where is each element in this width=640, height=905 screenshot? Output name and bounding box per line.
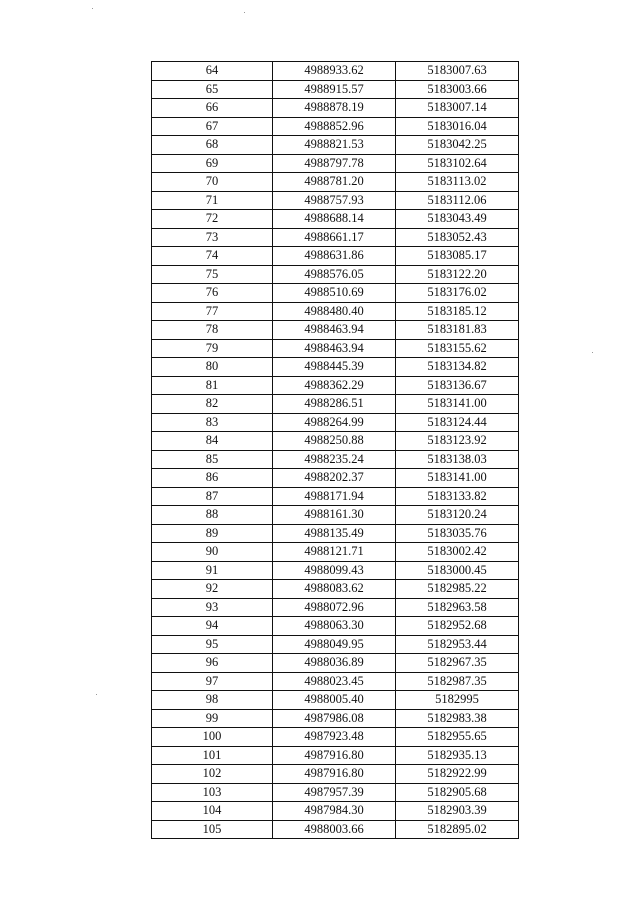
x-coordinate-cell: 4988878.19: [273, 99, 396, 118]
x-coordinate-cell: 4988250.88: [273, 432, 396, 451]
table-row: [152, 487, 519, 506]
table-row: [152, 62, 519, 81]
point-number-cell: 86: [152, 469, 273, 488]
point-number-cell: 93: [152, 598, 273, 617]
y-coordinate-cell: 5182995: [396, 691, 519, 710]
scan-speck: [592, 352, 593, 353]
table-row: [152, 191, 519, 210]
scan-speck: [96, 694, 97, 695]
point-number-cell: 97: [152, 672, 273, 691]
y-coordinate-cell: 5182935.13: [396, 746, 519, 765]
point-number-cell: 74: [152, 247, 273, 266]
point-number-cell: 72: [152, 210, 273, 229]
table-row: [152, 469, 519, 488]
table-row: [152, 432, 519, 451]
y-coordinate-cell: 5182953.44: [396, 635, 519, 654]
table-row: [152, 802, 519, 821]
y-coordinate-cell: 5182963.58: [396, 598, 519, 617]
y-coordinate-cell: 5182955.65: [396, 728, 519, 747]
y-coordinate-cell: 5183124.44: [396, 413, 519, 432]
x-coordinate-cell: 4988781.20: [273, 173, 396, 192]
x-coordinate-cell: 4988161.30: [273, 506, 396, 525]
y-coordinate-cell: 5183133.82: [396, 487, 519, 506]
table-row: [152, 709, 519, 728]
table-row: [152, 728, 519, 747]
x-coordinate-cell: 4987916.80: [273, 765, 396, 784]
scan-speck: [92, 8, 93, 9]
x-coordinate-cell: 4987984.30: [273, 802, 396, 821]
x-coordinate-cell: 4988202.37: [273, 469, 396, 488]
point-number-cell: 92: [152, 580, 273, 599]
table-row: [152, 99, 519, 118]
table-row: [152, 413, 519, 432]
x-coordinate-cell: 4988049.95: [273, 635, 396, 654]
table-row: [152, 117, 519, 136]
y-coordinate-cell: 5182967.35: [396, 654, 519, 673]
table-row: [152, 691, 519, 710]
y-coordinate-cell: 5183120.24: [396, 506, 519, 525]
y-coordinate-cell: 5183122.20: [396, 265, 519, 284]
y-coordinate-cell: 5183007.14: [396, 99, 519, 118]
y-coordinate-cell: 5183003.66: [396, 80, 519, 99]
table-row: [152, 746, 519, 765]
x-coordinate-cell: 4988797.78: [273, 154, 396, 173]
point-number-cell: 80: [152, 358, 273, 377]
y-coordinate-cell: 5183141.00: [396, 469, 519, 488]
table-row: [152, 654, 519, 673]
point-number-cell: 104: [152, 802, 273, 821]
y-coordinate-cell: 5183102.64: [396, 154, 519, 173]
point-number-cell: 64: [152, 62, 273, 81]
point-number-cell: 83: [152, 413, 273, 432]
point-number-cell: 79: [152, 339, 273, 358]
y-coordinate-cell: 5182905.68: [396, 783, 519, 802]
x-coordinate-cell: 4988362.29: [273, 376, 396, 395]
point-number-cell: 69: [152, 154, 273, 173]
point-number-cell: 82: [152, 395, 273, 414]
point-number-cell: 99: [152, 709, 273, 728]
x-coordinate-cell: 4988933.62: [273, 62, 396, 81]
point-number-cell: 98: [152, 691, 273, 710]
point-number-cell: 77: [152, 302, 273, 321]
point-number-cell: 70: [152, 173, 273, 192]
point-number-cell: 88: [152, 506, 273, 525]
y-coordinate-cell: 5183112.06: [396, 191, 519, 210]
table-row: [152, 284, 519, 303]
x-coordinate-cell: 4988135.49: [273, 524, 396, 543]
x-coordinate-cell: 4987916.80: [273, 746, 396, 765]
table-row: [152, 617, 519, 636]
y-coordinate-cell: 5183052.43: [396, 228, 519, 247]
x-coordinate-cell: 4988005.40: [273, 691, 396, 710]
x-coordinate-cell: 4988083.62: [273, 580, 396, 599]
table-row: [152, 543, 519, 562]
x-coordinate-cell: 4988286.51: [273, 395, 396, 414]
point-number-cell: 85: [152, 450, 273, 469]
x-coordinate-cell: 4988821.53: [273, 136, 396, 155]
y-coordinate-cell: 5182987.35: [396, 672, 519, 691]
table-row: [152, 598, 519, 617]
point-number-cell: 81: [152, 376, 273, 395]
table-row: [152, 265, 519, 284]
point-number-cell: 71: [152, 191, 273, 210]
y-coordinate-cell: 5182903.39: [396, 802, 519, 821]
point-number-cell: 66: [152, 99, 273, 118]
x-coordinate-cell: 4988063.30: [273, 617, 396, 636]
x-coordinate-cell: 4988915.57: [273, 80, 396, 99]
point-number-cell: 95: [152, 635, 273, 654]
table-row: [152, 154, 519, 173]
table-row: [152, 376, 519, 395]
x-coordinate-cell: 4987957.39: [273, 783, 396, 802]
point-number-cell: 96: [152, 654, 273, 673]
coordinate-table: [151, 61, 519, 839]
table-row: [152, 80, 519, 99]
point-number-cell: 75: [152, 265, 273, 284]
x-coordinate-cell: 4987923.48: [273, 728, 396, 747]
x-coordinate-cell: 4988003.66: [273, 820, 396, 839]
y-coordinate-cell: 5183136.67: [396, 376, 519, 395]
table-row: [152, 339, 519, 358]
y-coordinate-cell: 5183085.17: [396, 247, 519, 266]
point-number-cell: 68: [152, 136, 273, 155]
x-coordinate-cell: 4988688.14: [273, 210, 396, 229]
x-coordinate-cell: 4988463.94: [273, 321, 396, 340]
scan-speck: [244, 12, 245, 13]
table-row: [152, 210, 519, 229]
table-row: [152, 765, 519, 784]
y-coordinate-cell: 5183042.25: [396, 136, 519, 155]
table-row: [152, 247, 519, 266]
y-coordinate-cell: 5183007.63: [396, 62, 519, 81]
y-coordinate-cell: 5183002.42: [396, 543, 519, 562]
y-coordinate-cell: 5183134.82: [396, 358, 519, 377]
y-coordinate-cell: 5183035.76: [396, 524, 519, 543]
table-row: [152, 450, 519, 469]
y-coordinate-cell: 5183123.92: [396, 432, 519, 451]
y-coordinate-cell: 5182952.68: [396, 617, 519, 636]
y-coordinate-cell: 5182922.99: [396, 765, 519, 784]
x-coordinate-cell: 4988480.40: [273, 302, 396, 321]
table-row: [152, 635, 519, 654]
x-coordinate-cell: 4988757.93: [273, 191, 396, 210]
point-number-cell: 65: [152, 80, 273, 99]
point-number-cell: 94: [152, 617, 273, 636]
table-row: [152, 672, 519, 691]
y-coordinate-cell: 5182895.02: [396, 820, 519, 839]
table-row: [152, 580, 519, 599]
y-coordinate-cell: 5183000.45: [396, 561, 519, 580]
point-number-cell: 67: [152, 117, 273, 136]
point-number-cell: 105: [152, 820, 273, 839]
point-number-cell: 84: [152, 432, 273, 451]
table-row: [152, 783, 519, 802]
x-coordinate-cell: 4988463.94: [273, 339, 396, 358]
point-number-cell: 73: [152, 228, 273, 247]
x-coordinate-cell: 4988576.05: [273, 265, 396, 284]
point-number-cell: 76: [152, 284, 273, 303]
x-coordinate-cell: 4988661.17: [273, 228, 396, 247]
table-row: [152, 358, 519, 377]
table-row: [152, 136, 519, 155]
point-number-cell: 78: [152, 321, 273, 340]
y-coordinate-cell: 5183176.02: [396, 284, 519, 303]
x-coordinate-cell: 4988036.89: [273, 654, 396, 673]
y-coordinate-cell: 5182983.38: [396, 709, 519, 728]
table-row: [152, 506, 519, 525]
x-coordinate-cell: 4988023.45: [273, 672, 396, 691]
table-row: [152, 561, 519, 580]
x-coordinate-cell: 4987986.08: [273, 709, 396, 728]
y-coordinate-cell: 5183185.12: [396, 302, 519, 321]
point-number-cell: 103: [152, 783, 273, 802]
x-coordinate-cell: 4988445.39: [273, 358, 396, 377]
point-number-cell: 100: [152, 728, 273, 747]
x-coordinate-cell: 4988631.86: [273, 247, 396, 266]
y-coordinate-cell: 5183141.00: [396, 395, 519, 414]
y-coordinate-cell: 5183138.03: [396, 450, 519, 469]
x-coordinate-cell: 4988852.96: [273, 117, 396, 136]
y-coordinate-cell: 5182985.22: [396, 580, 519, 599]
coordinate-table-body: [152, 62, 519, 839]
table-row: [152, 321, 519, 340]
table-row: [152, 173, 519, 192]
y-coordinate-cell: 5183113.02: [396, 173, 519, 192]
table-row: [152, 302, 519, 321]
point-number-cell: 90: [152, 543, 273, 562]
x-coordinate-cell: 4988510.69: [273, 284, 396, 303]
x-coordinate-cell: 4988121.71: [273, 543, 396, 562]
point-number-cell: 101: [152, 746, 273, 765]
x-coordinate-cell: 4988235.24: [273, 450, 396, 469]
y-coordinate-cell: 5183016.04: [396, 117, 519, 136]
point-number-cell: 87: [152, 487, 273, 506]
point-number-cell: 91: [152, 561, 273, 580]
y-coordinate-cell: 5183043.49: [396, 210, 519, 229]
y-coordinate-cell: 5183155.62: [396, 339, 519, 358]
point-number-cell: 89: [152, 524, 273, 543]
x-coordinate-cell: 4988099.43: [273, 561, 396, 580]
point-number-cell: 102: [152, 765, 273, 784]
y-coordinate-cell: 5183181.83: [396, 321, 519, 340]
table-row: [152, 524, 519, 543]
x-coordinate-cell: 4988264.99: [273, 413, 396, 432]
x-coordinate-cell: 4988171.94: [273, 487, 396, 506]
x-coordinate-cell: 4988072.96: [273, 598, 396, 617]
table-row: [152, 820, 519, 839]
table-row: [152, 228, 519, 247]
table-row: [152, 395, 519, 414]
